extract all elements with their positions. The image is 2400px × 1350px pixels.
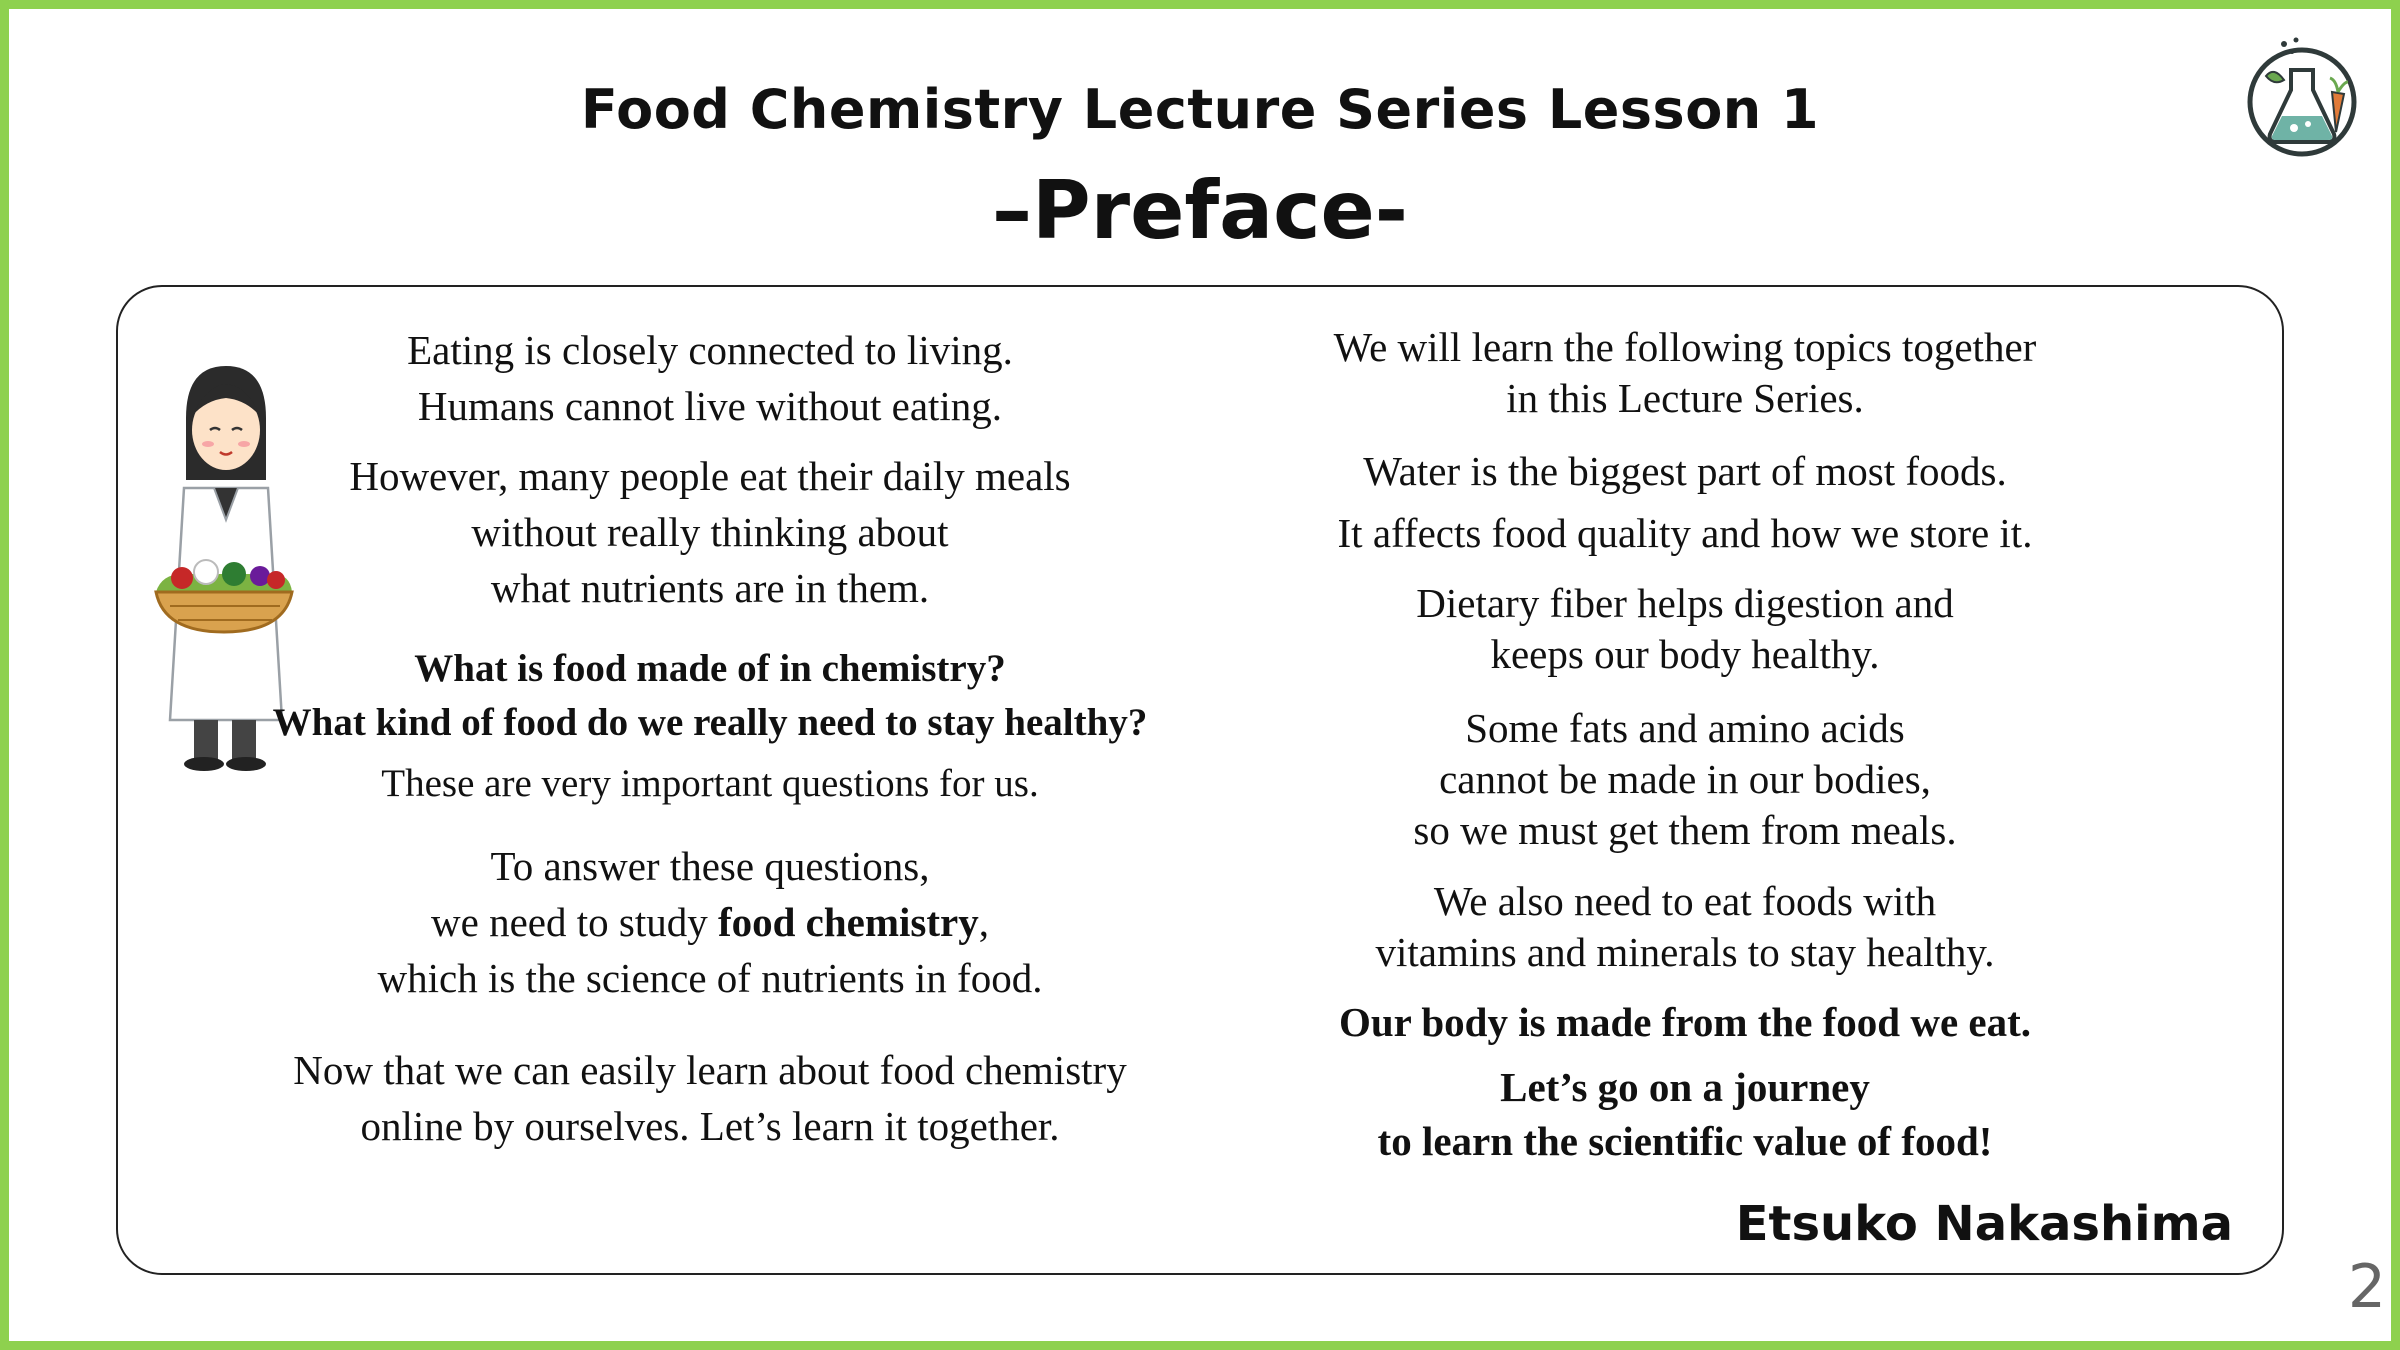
author-signature: Etsuko Nakashima — [1735, 1196, 2233, 1252]
fats-topic-line: cannot be made in our bodies, — [1439, 756, 1931, 802]
intro-line: Eating is closely connected to living. — [407, 327, 1013, 373]
meals-line: without really thinking about — [471, 509, 949, 555]
meals-line: what nutrients are in them. — [490, 565, 930, 611]
right-column — [1240, 322, 2130, 1168]
answer-line: which is the science of nutrients in food. — [377, 955, 1043, 1001]
fiber-topic-line: Dietary fiber helps digestion and — [1416, 580, 1954, 626]
flask-with-vegetables-icon — [2244, 36, 2360, 162]
answer-text: , — [978, 899, 989, 945]
topics-intro-line: We will learn the following topics together — [1333, 324, 2037, 370]
preface-heading: –Preface- — [991, 164, 1408, 257]
question-line: What is food made of in chemistry? — [414, 647, 1006, 690]
food-chemistry-term: food chemistry — [717, 899, 979, 945]
intro-line: Humans cannot live without eating. — [417, 383, 1003, 429]
vitamins-topic-line: vitamins and minerals to stay healthy. — [1375, 929, 1995, 975]
answer-line: To answer these questions, — [490, 843, 930, 889]
answer-text: we need to study — [431, 899, 718, 945]
topics-intro-line: in this Lecture Series. — [1506, 375, 1864, 421]
question-line: What kind of food do we really need to stay healthy? — [272, 701, 1148, 744]
body-statement: Our body is made from the food we eat. — [1338, 999, 2032, 1045]
fiber-topic-line: keeps our body healthy. — [1490, 631, 1880, 677]
page-number: 2 — [2347, 1252, 2386, 1322]
journey-line: to learn the scientific value of food! — [1377, 1118, 1993, 1164]
online-line: Now that we can easily learn about food chemistry — [293, 1047, 1127, 1093]
water-topic-line: Water is the biggest part of most foods. — [1363, 448, 2007, 494]
online-line: online by ourselves. Let’s learn it together. — [360, 1103, 1060, 1149]
journey-line: Let’s go on a journey — [1500, 1064, 1870, 1110]
lecture-title: Food Chemistry Lecture Series Lesson 1 — [580, 78, 1820, 141]
fats-topic-line: Some fats and amino acids — [1465, 705, 1905, 751]
questions-note: These are very important questions for us. — [381, 762, 1039, 805]
answer-line — [180, 894, 1240, 950]
water-topic-line: It affects food quality and how we store it. — [1337, 510, 2033, 556]
left-column — [180, 322, 1240, 1154]
meals-line: However, many people eat their daily meals — [349, 453, 1071, 499]
vitamins-topic-line: We also need to eat foods with — [1433, 878, 1937, 924]
fats-topic-line: so we must get them from meals. — [1413, 807, 1957, 853]
